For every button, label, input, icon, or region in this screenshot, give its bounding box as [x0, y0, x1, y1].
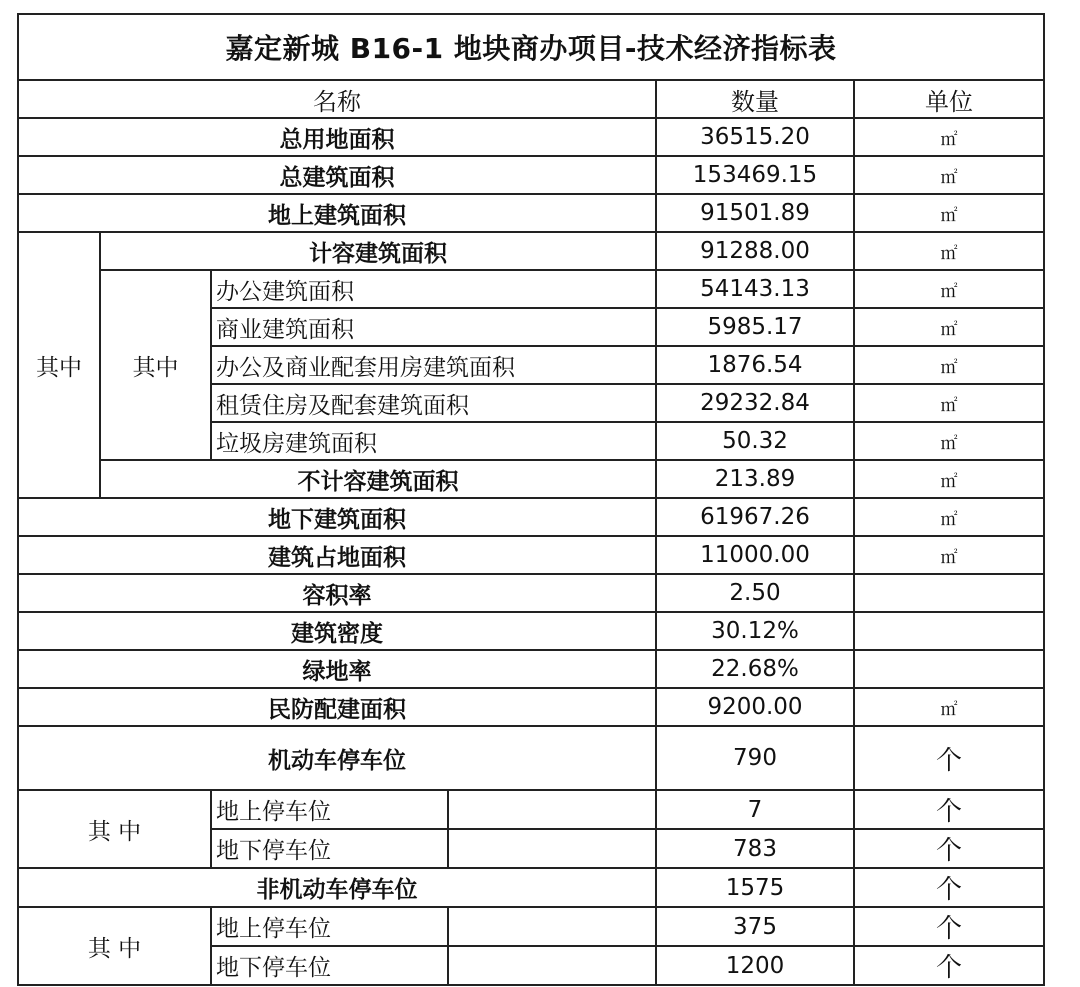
- row-value: 30.12%: [656, 612, 854, 650]
- row-unit: 个: [854, 790, 1044, 829]
- table-row: [18, 118, 1044, 156]
- row-unit: ㎡: [854, 460, 1044, 498]
- row-blank-cell: [448, 907, 656, 946]
- row-value: 54143.13: [656, 270, 854, 308]
- row-value: 61967.26: [656, 498, 854, 536]
- row-unit: 个: [854, 868, 1044, 907]
- header-unit: 单位: [854, 80, 1044, 118]
- row-value: 29232.84: [656, 384, 854, 422]
- table-row: [18, 650, 1044, 688]
- row-blank-cell: [448, 829, 656, 868]
- table-row: [18, 790, 1044, 829]
- row-name: 总用地面积: [18, 118, 656, 156]
- table-row: [18, 460, 1044, 498]
- row-value: 22.68%: [656, 650, 854, 688]
- table-row: [18, 907, 1044, 946]
- row-unit: ㎡: [854, 194, 1044, 232]
- table-row: [18, 270, 1044, 308]
- row-unit: 个: [854, 829, 1044, 868]
- row-unit: ㎡: [854, 384, 1044, 422]
- parking-group-label: 其 中: [18, 907, 211, 985]
- row-value: 9200.00: [656, 688, 854, 726]
- row-value: 375: [656, 907, 854, 946]
- row-name: 机动车停车位: [18, 726, 656, 790]
- table-row: [18, 232, 1044, 270]
- row-unit: ㎡: [854, 346, 1044, 384]
- row-unit: ㎡: [854, 688, 1044, 726]
- row-name: 办公建筑面积: [211, 270, 656, 308]
- header-row: [18, 80, 1044, 118]
- row-name: 民防配建面积: [18, 688, 656, 726]
- row-name: 绿地率: [18, 650, 656, 688]
- row-unit: 个: [854, 726, 1044, 790]
- row-name: 租赁住房及配套建筑面积: [211, 384, 656, 422]
- row-value: 11000.00: [656, 536, 854, 574]
- row-name: 容积率: [18, 574, 656, 612]
- row-value: 153469.15: [656, 156, 854, 194]
- row-blank-cell: [448, 790, 656, 829]
- row-unit: ㎡: [854, 270, 1044, 308]
- row-unit: ㎡: [854, 118, 1044, 156]
- table-row: [18, 688, 1044, 726]
- row-blank-cell: [448, 946, 656, 985]
- table-row: [18, 536, 1044, 574]
- table-row: [18, 612, 1044, 650]
- row-value: 1575: [656, 868, 854, 907]
- row-unit: ㎡: [854, 232, 1044, 270]
- subgroup-label-qizhong: 其中: [100, 270, 211, 460]
- table-row: [18, 868, 1044, 907]
- row-unit: ㎡: [854, 156, 1044, 194]
- row-name: 计容建筑面积: [100, 232, 656, 270]
- row-value: 2.50: [656, 574, 854, 612]
- title-row: [18, 14, 1044, 80]
- row-name: 商业建筑面积: [211, 308, 656, 346]
- row-unit: ㎡: [854, 536, 1044, 574]
- row-name: 地下停车位: [211, 829, 448, 868]
- parking-group-label: 其 中: [18, 790, 211, 868]
- row-value: 91288.00: [656, 232, 854, 270]
- row-value: 5985.17: [656, 308, 854, 346]
- row-unit: ㎡: [854, 422, 1044, 460]
- row-unit-empty: [854, 574, 1044, 612]
- row-name: 建筑密度: [18, 612, 656, 650]
- row-unit-empty: [854, 612, 1044, 650]
- header-name: 名称: [18, 80, 656, 118]
- row-value: 1200: [656, 946, 854, 985]
- indicator-table: [17, 13, 1045, 986]
- row-unit-empty: [854, 650, 1044, 688]
- row-name: 建筑占地面积: [18, 536, 656, 574]
- table-row: [18, 156, 1044, 194]
- row-name: 地下停车位: [211, 946, 448, 985]
- row-value: 7: [656, 790, 854, 829]
- table-row: [18, 194, 1044, 232]
- row-name: 总建筑面积: [18, 156, 656, 194]
- row-value: 213.89: [656, 460, 854, 498]
- group-label-qizhong: 其中: [18, 232, 100, 498]
- row-unit: 个: [854, 946, 1044, 985]
- header-quantity: 数量: [656, 80, 854, 118]
- row-value: 1876.54: [656, 346, 854, 384]
- row-value: 790: [656, 726, 854, 790]
- row-name: 地下建筑面积: [18, 498, 656, 536]
- row-value: 50.32: [656, 422, 854, 460]
- row-name: 垃圾房建筑面积: [211, 422, 656, 460]
- row-unit: 个: [854, 907, 1044, 946]
- table-title: 嘉定新城 B16-1 地块商办项目-技术经济指标表: [18, 14, 1044, 80]
- row-unit: ㎡: [854, 498, 1044, 536]
- indicator-sheet: [17, 13, 1043, 983]
- row-name: 办公及商业配套用房建筑面积: [211, 346, 656, 384]
- row-unit: ㎡: [854, 308, 1044, 346]
- row-name: 地上停车位: [211, 790, 448, 829]
- row-name: 地上停车位: [211, 907, 448, 946]
- row-value: 36515.20: [656, 118, 854, 156]
- row-name: 地上建筑面积: [18, 194, 656, 232]
- row-name: 非机动车停车位: [18, 868, 656, 907]
- table-row: [18, 726, 1044, 790]
- row-value: 783: [656, 829, 854, 868]
- table-row: [18, 574, 1044, 612]
- row-value: 91501.89: [656, 194, 854, 232]
- row-name: 不计容建筑面积: [100, 460, 656, 498]
- table-row: [18, 498, 1044, 536]
